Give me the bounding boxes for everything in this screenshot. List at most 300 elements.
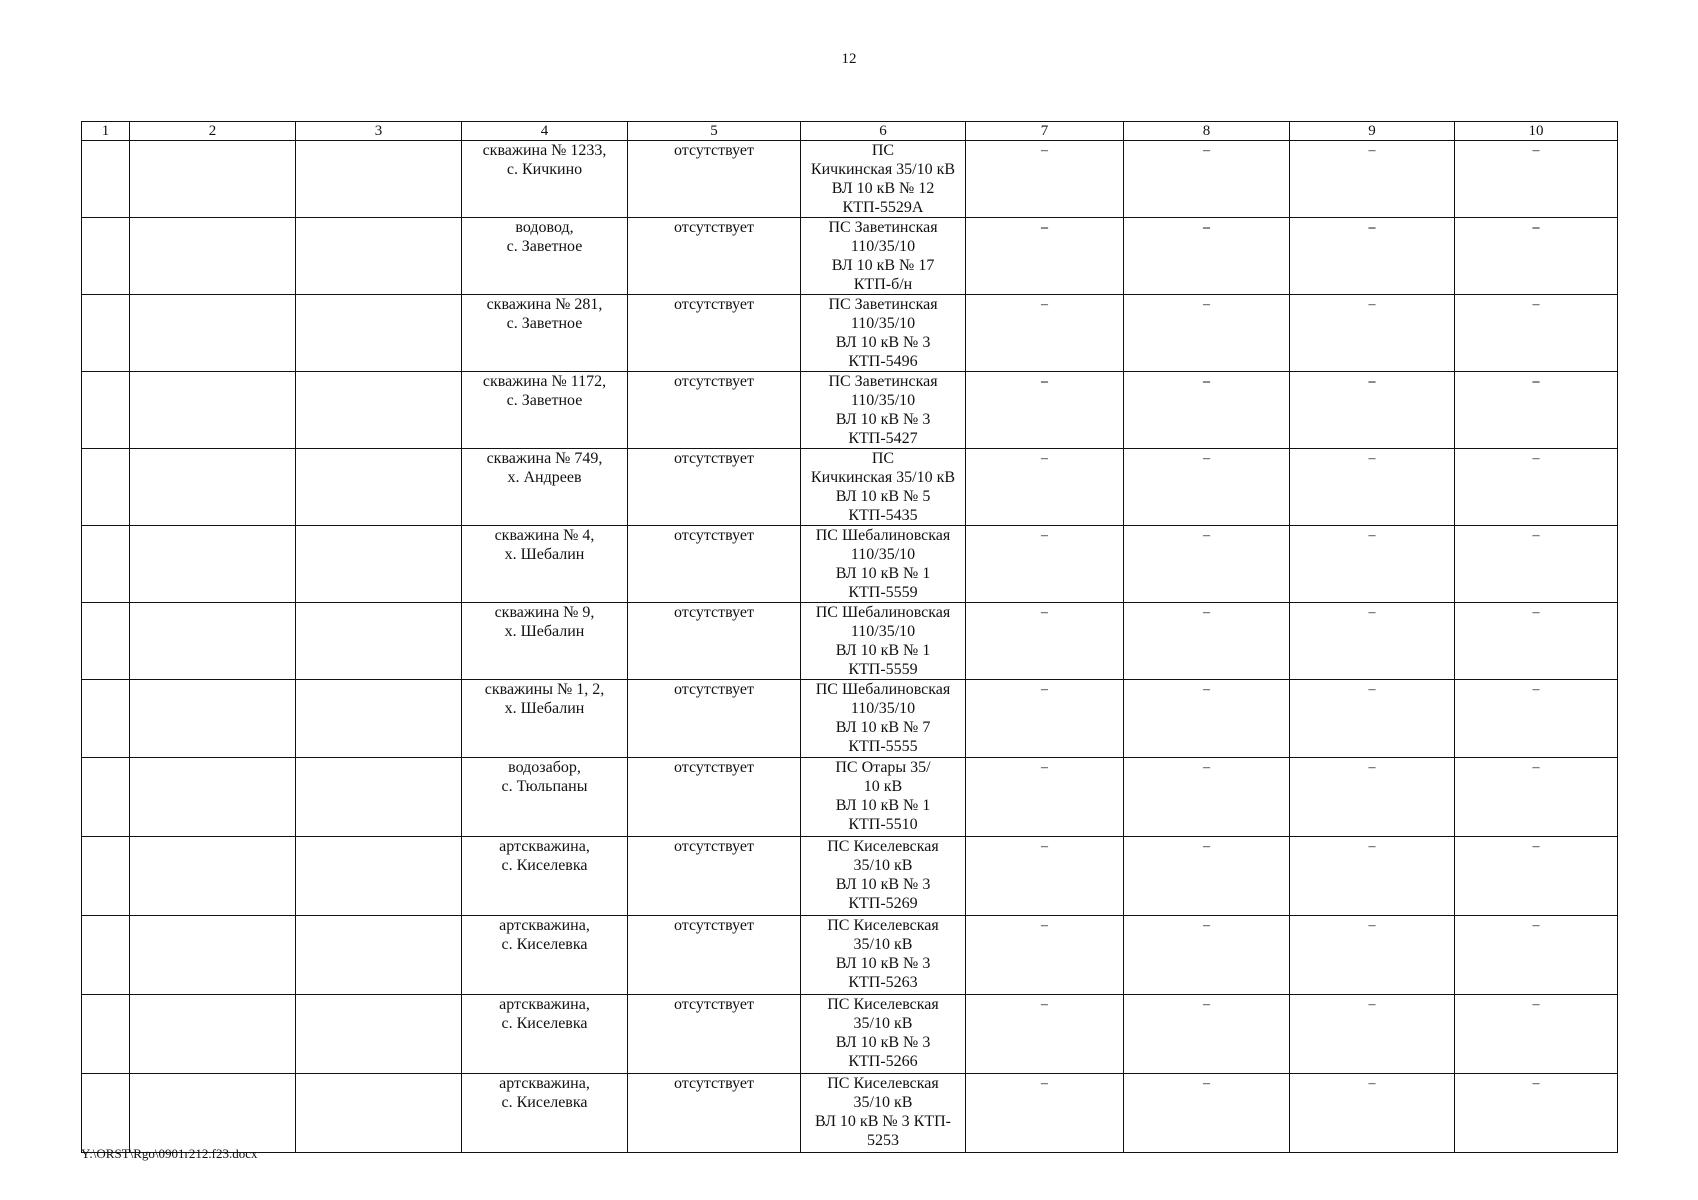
empty-cell xyxy=(130,916,296,995)
empty-cell xyxy=(296,449,462,526)
status-cell xyxy=(628,1074,801,1153)
status-cell xyxy=(628,526,801,603)
dash-cell xyxy=(1124,449,1290,526)
power-source-line: ПС Шебалиновская xyxy=(815,527,951,544)
status-cell xyxy=(628,372,801,449)
power-source-line: 110/35/10 xyxy=(850,392,916,409)
table-row xyxy=(82,372,1618,449)
power-source-line: ПС Заветинская xyxy=(828,296,938,313)
dash-value: – xyxy=(1203,143,1210,158)
dash-value: – xyxy=(1368,374,1376,389)
empty-cell xyxy=(82,1074,130,1153)
empty-cell xyxy=(82,372,130,449)
dash-value: – xyxy=(1532,918,1540,933)
empty-cell xyxy=(130,141,296,218)
empty-cell xyxy=(296,141,462,218)
empty-cell xyxy=(130,372,296,449)
dash-value: – xyxy=(1368,682,1376,697)
dash-value: – xyxy=(1041,451,1048,466)
empty-cell xyxy=(82,141,130,218)
empty-cell xyxy=(130,218,296,295)
table-row xyxy=(82,680,1618,758)
dash-value: – xyxy=(1532,374,1540,389)
dash-value: – xyxy=(1041,143,1048,158)
power-source-cell xyxy=(801,837,966,916)
empty-cell xyxy=(82,837,130,916)
power-source-line: 10 кВ xyxy=(863,778,903,795)
power-source-line: ПС Шебалиновская xyxy=(815,604,951,621)
column-header: 1 xyxy=(82,122,130,141)
object-cell xyxy=(462,758,628,837)
dash-cell xyxy=(1290,449,1455,526)
empty-cell xyxy=(130,603,296,680)
object-cell xyxy=(462,449,628,526)
dash-cell xyxy=(1290,680,1455,758)
dash-value: – xyxy=(1203,997,1210,1012)
dash-cell xyxy=(966,526,1124,603)
object-line: с. Киселевка xyxy=(501,936,588,953)
status-text: отсутствует xyxy=(673,838,755,855)
column-header: 6 xyxy=(801,122,966,141)
empty-cell xyxy=(296,916,462,995)
status-text: отсутствует xyxy=(673,219,755,236)
dash-value: – xyxy=(1368,297,1376,312)
object-line: скважина № 1233, xyxy=(482,142,607,159)
power-source-line: ПС Заветинская xyxy=(828,219,938,236)
status-cell xyxy=(628,141,801,218)
status-cell xyxy=(628,680,801,758)
power-source-line: КТП-5427 xyxy=(848,430,918,447)
dash-cell xyxy=(1290,1074,1455,1153)
dash-cell xyxy=(1124,372,1290,449)
empty-cell xyxy=(130,837,296,916)
dash-cell xyxy=(966,372,1124,449)
empty-cell xyxy=(296,603,462,680)
column-header: 9 xyxy=(1290,122,1455,141)
power-source-line: Кичкинская 35/10 кВ xyxy=(810,161,956,178)
dash-cell xyxy=(1290,758,1455,837)
empty-cell xyxy=(130,449,296,526)
dash-value: – xyxy=(1532,297,1540,312)
object-line: х. Шебалин xyxy=(504,700,585,717)
object-line: х. Шебалин xyxy=(504,623,585,640)
object-line: артскважина, xyxy=(499,917,590,934)
power-source-line: ПС Киселевская xyxy=(827,838,939,855)
dash-cell xyxy=(1455,218,1618,295)
dash-value: – xyxy=(1532,220,1540,235)
status-text: отсутствует xyxy=(673,759,755,776)
dash-value: – xyxy=(1532,143,1540,158)
table-row xyxy=(82,916,1618,995)
table-row xyxy=(82,758,1618,837)
dash-value: – xyxy=(1203,839,1210,854)
dash-cell xyxy=(966,141,1124,218)
table-row xyxy=(82,837,1618,916)
column-header: 5 xyxy=(628,122,801,141)
empty-cell xyxy=(296,837,462,916)
dash-cell xyxy=(1455,680,1618,758)
dash-cell xyxy=(1455,603,1618,680)
dash-cell xyxy=(1290,295,1455,372)
dash-value: – xyxy=(1368,1076,1376,1091)
power-source-line: КТП-5496 xyxy=(848,353,918,370)
empty-cell xyxy=(296,1074,462,1153)
dash-value: – xyxy=(1368,143,1376,158)
empty-cell xyxy=(82,758,130,837)
dash-cell xyxy=(1124,758,1290,837)
object-cell xyxy=(462,295,628,372)
power-source-line: ВЛ 10 кВ № 1 xyxy=(835,797,931,814)
power-source-line: ВЛ 10 кВ № 3 xyxy=(835,334,931,351)
dash-cell xyxy=(966,758,1124,837)
dash-cell xyxy=(1124,526,1290,603)
power-source-line: ПС Киселевская xyxy=(827,996,939,1013)
empty-cell xyxy=(82,526,130,603)
object-line: х. Шебалин xyxy=(504,546,585,563)
dash-cell xyxy=(1290,218,1455,295)
empty-cell xyxy=(82,916,130,995)
status-text: отсутствует xyxy=(673,373,755,390)
dash-cell xyxy=(966,449,1124,526)
dash-cell xyxy=(966,603,1124,680)
empty-cell xyxy=(82,449,130,526)
dash-value: – xyxy=(1532,1076,1540,1091)
dash-value: – xyxy=(1532,839,1540,854)
power-source-line: 110/35/10 xyxy=(850,315,916,332)
dash-cell xyxy=(1455,141,1618,218)
empty-cell xyxy=(296,295,462,372)
table-row xyxy=(82,995,1618,1074)
dash-value: – xyxy=(1203,451,1210,466)
power-source-line: КТП-5559 xyxy=(848,661,918,678)
empty-cell xyxy=(130,526,296,603)
dash-value: – xyxy=(1203,918,1210,933)
power-source-line: ВЛ 10 кВ № 1 xyxy=(835,642,931,659)
status-text: отсутствует xyxy=(673,681,755,698)
power-source-line: ВЛ 10 кВ № 3 xyxy=(835,876,931,893)
status-cell xyxy=(628,218,801,295)
table-row xyxy=(82,603,1618,680)
dash-cell xyxy=(1290,916,1455,995)
dash-cell xyxy=(1455,758,1618,837)
dash-cell xyxy=(966,995,1124,1074)
power-source-cell xyxy=(801,603,966,680)
empty-cell xyxy=(296,372,462,449)
object-cell xyxy=(462,1074,628,1153)
power-source-line: ПС Киселевская xyxy=(827,1075,939,1092)
power-source-cell xyxy=(801,995,966,1074)
dash-value: – xyxy=(1532,760,1540,775)
dash-cell xyxy=(1290,603,1455,680)
power-source-line: 110/35/10 xyxy=(850,546,916,563)
dash-value: – xyxy=(1041,528,1048,543)
power-source-line: 5253 xyxy=(867,1132,899,1149)
object-line: скважина № 749, xyxy=(486,450,603,467)
object-line: скважина № 1172, xyxy=(482,373,607,390)
dash-cell xyxy=(1124,916,1290,995)
dash-value: – xyxy=(1203,760,1210,775)
dash-cell xyxy=(1290,141,1455,218)
status-text: отсутствует xyxy=(673,604,755,621)
power-source-cell xyxy=(801,372,966,449)
data-table xyxy=(81,121,1618,1153)
empty-cell xyxy=(296,680,462,758)
dash-cell xyxy=(1290,372,1455,449)
empty-cell xyxy=(296,218,462,295)
dash-cell xyxy=(1290,995,1455,1074)
status-text: отсутствует xyxy=(673,996,755,1013)
power-source-line: ВЛ 10 кВ № 1 xyxy=(835,565,931,582)
power-source-line: 110/35/10 xyxy=(850,623,916,640)
page-number: 12 xyxy=(841,51,857,67)
table-row xyxy=(82,295,1618,372)
power-source-line: 35/10 кВ xyxy=(853,1015,913,1032)
object-line: х. Андреев xyxy=(507,469,582,486)
dash-value: – xyxy=(1041,220,1048,235)
dash-value: – xyxy=(1203,374,1210,389)
empty-cell xyxy=(296,995,462,1074)
object-line: с. Кичкино xyxy=(506,161,583,178)
object-line: с. Киселевка xyxy=(501,857,588,874)
dash-value: – xyxy=(1041,1076,1048,1091)
status-text: отсутствует xyxy=(673,296,755,313)
dash-cell xyxy=(1124,295,1290,372)
dash-value: – xyxy=(1041,605,1048,620)
power-source-line: КТП-5269 xyxy=(848,895,918,912)
power-source-line: КТП-5555 xyxy=(848,738,918,755)
table-body xyxy=(82,141,1618,1153)
dash-value: – xyxy=(1041,760,1048,775)
table-row xyxy=(82,1074,1618,1153)
object-line: скважина № 4, xyxy=(494,527,595,544)
column-header: 8 xyxy=(1124,122,1290,141)
dash-cell xyxy=(966,295,1124,372)
power-source-cell xyxy=(801,916,966,995)
dash-value: – xyxy=(1368,451,1376,466)
dash-cell xyxy=(1124,141,1290,218)
object-line: с. Заветное xyxy=(506,238,583,255)
power-source-line: КТП-5266 xyxy=(848,1053,918,1070)
dash-value: – xyxy=(1203,297,1210,312)
object-cell xyxy=(462,218,628,295)
table-row xyxy=(82,526,1618,603)
status-text: отсутствует xyxy=(673,1075,755,1092)
power-source-line: ПС Шебалиновская xyxy=(815,681,951,698)
column-number-row xyxy=(82,122,1618,141)
dash-value: – xyxy=(1041,374,1048,389)
status-cell xyxy=(628,995,801,1074)
column-header: 4 xyxy=(462,122,628,141)
dash-cell xyxy=(1124,680,1290,758)
dash-cell xyxy=(1455,449,1618,526)
power-source-cell xyxy=(801,295,966,372)
dash-value: – xyxy=(1368,220,1376,235)
status-text: отсутствует xyxy=(673,917,755,934)
dash-cell xyxy=(1455,295,1618,372)
table-row xyxy=(82,449,1618,526)
column-header: 2 xyxy=(130,122,296,141)
power-source-line: ВЛ 10 кВ № 3 xyxy=(835,955,931,972)
object-line: с. Заветное xyxy=(506,392,583,409)
power-source-line: ПС Заветинская xyxy=(828,373,938,390)
dash-value: – xyxy=(1041,839,1048,854)
column-header: 3 xyxy=(296,122,462,141)
dash-cell xyxy=(1124,1074,1290,1153)
status-cell xyxy=(628,603,801,680)
dash-value: – xyxy=(1368,528,1376,543)
power-source-cell xyxy=(801,680,966,758)
empty-cell xyxy=(82,295,130,372)
status-cell xyxy=(628,449,801,526)
dash-value: – xyxy=(1532,605,1540,620)
dash-cell xyxy=(1124,603,1290,680)
dash-cell xyxy=(1455,995,1618,1074)
dash-value: – xyxy=(1532,682,1540,697)
power-source-line: КТП-5263 xyxy=(848,974,918,991)
empty-cell xyxy=(130,680,296,758)
object-cell xyxy=(462,916,628,995)
dash-value: – xyxy=(1368,605,1376,620)
object-line: артскважина, xyxy=(499,996,590,1013)
object-line: водозабор, xyxy=(508,759,581,776)
dash-cell xyxy=(1124,837,1290,916)
dash-value: – xyxy=(1532,997,1540,1012)
empty-cell xyxy=(130,758,296,837)
object-cell xyxy=(462,141,628,218)
dash-cell xyxy=(1290,837,1455,916)
dash-value: – xyxy=(1532,528,1540,543)
dash-value: – xyxy=(1368,760,1376,775)
dash-value: – xyxy=(1203,220,1210,235)
object-cell xyxy=(462,603,628,680)
object-line: скважины № 1, 2, xyxy=(484,681,605,698)
dash-value: – xyxy=(1203,1076,1210,1091)
power-source-cell xyxy=(801,758,966,837)
power-source-line: ВЛ 10 кВ № 3 xyxy=(835,1034,931,1051)
object-cell xyxy=(462,372,628,449)
status-cell xyxy=(628,295,801,372)
dash-cell xyxy=(1124,218,1290,295)
power-source-line: ВЛ 10 кВ № 12 xyxy=(831,180,935,197)
dash-value: – xyxy=(1041,997,1048,1012)
status-cell xyxy=(628,837,801,916)
power-source-cell xyxy=(801,526,966,603)
power-source-line: ПС Отары 35/ xyxy=(835,759,931,776)
table-row xyxy=(82,141,1618,218)
empty-cell xyxy=(296,526,462,603)
power-source-line: ПС xyxy=(871,142,895,159)
dash-cell xyxy=(1455,916,1618,995)
power-source-line: 35/10 кВ xyxy=(853,857,913,874)
power-source-line: 110/35/10 xyxy=(850,700,916,717)
dash-cell xyxy=(1124,995,1290,1074)
power-source-line: КТП-б/н xyxy=(853,276,913,293)
power-source-cell xyxy=(801,141,966,218)
power-source-line: 110/35/10 xyxy=(850,238,916,255)
dash-cell xyxy=(966,680,1124,758)
power-source-cell xyxy=(801,218,966,295)
dash-cell xyxy=(966,916,1124,995)
power-source-line: ПС xyxy=(871,450,895,467)
object-cell xyxy=(462,995,628,1074)
empty-cell xyxy=(82,995,130,1074)
object-line: с. Киселевка xyxy=(501,1094,588,1111)
empty-cell xyxy=(82,680,130,758)
power-source-line: 35/10 кВ xyxy=(853,936,913,953)
object-line: артскважина, xyxy=(499,838,590,855)
status-text: отсутствует xyxy=(673,527,755,544)
power-source-line: КТП-5559 xyxy=(848,584,918,601)
empty-cell xyxy=(130,995,296,1074)
object-line: скважина № 9, xyxy=(494,604,595,621)
power-source-line: КТП-5510 xyxy=(848,816,918,833)
object-line: водовод, xyxy=(515,219,574,236)
power-source-line: ВЛ 10 кВ № 7 xyxy=(835,719,931,736)
dash-value: – xyxy=(1368,997,1376,1012)
dash-value: – xyxy=(1203,605,1210,620)
empty-cell xyxy=(82,218,130,295)
file-path-footer: Y:\ORST\Rgo\0901r212.f23.docx xyxy=(81,1146,258,1161)
dash-value: – xyxy=(1041,297,1048,312)
power-source-line: ВЛ 10 кВ № 5 xyxy=(835,488,931,505)
object-line: артскважина, xyxy=(499,1075,590,1092)
empty-cell xyxy=(130,295,296,372)
status-text: отсутствует xyxy=(673,142,755,159)
dash-cell xyxy=(1455,1074,1618,1153)
dash-cell xyxy=(1455,526,1618,603)
power-source-line: ПС Киселевская xyxy=(827,917,939,934)
power-source-line: КТП-5529А xyxy=(842,199,924,216)
power-source-cell xyxy=(801,449,966,526)
object-cell xyxy=(462,837,628,916)
column-header: 7 xyxy=(966,122,1124,141)
dash-cell xyxy=(1455,372,1618,449)
power-source-cell xyxy=(801,1074,966,1153)
dash-value: – xyxy=(1041,682,1048,697)
dash-value: – xyxy=(1532,451,1540,466)
empty-cell xyxy=(296,758,462,837)
status-cell xyxy=(628,758,801,837)
dash-value: – xyxy=(1203,682,1210,697)
dash-value: – xyxy=(1368,918,1376,933)
power-source-line: 35/10 кВ xyxy=(853,1094,913,1111)
object-line: скважина № 281, xyxy=(486,296,603,313)
dash-value: – xyxy=(1041,918,1048,933)
dash-value: – xyxy=(1203,528,1210,543)
table-row xyxy=(82,218,1618,295)
object-cell xyxy=(462,680,628,758)
power-source-line: Кичкинская 35/10 кВ xyxy=(810,469,956,486)
column-header: 10 xyxy=(1455,122,1618,141)
object-line: с. Тюльпаны xyxy=(501,778,588,795)
dash-cell xyxy=(966,218,1124,295)
object-line: с. Киселевка xyxy=(501,1015,588,1032)
power-source-line: ВЛ 10 кВ № 3 xyxy=(835,411,931,428)
object-line: с. Заветное xyxy=(506,315,583,332)
empty-cell xyxy=(130,1074,296,1153)
empty-cell xyxy=(82,603,130,680)
power-source-line: КТП-5435 xyxy=(848,507,918,524)
power-source-line: ВЛ 10 кВ № 3 КТП- xyxy=(815,1113,951,1130)
dash-cell xyxy=(966,1074,1124,1153)
power-source-line: ВЛ 10 кВ № 17 xyxy=(831,257,935,274)
dash-cell xyxy=(1290,526,1455,603)
status-cell xyxy=(628,916,801,995)
dash-cell xyxy=(966,837,1124,916)
dash-cell xyxy=(1455,837,1618,916)
status-text: отсутствует xyxy=(673,450,755,467)
dash-value: – xyxy=(1368,839,1376,854)
